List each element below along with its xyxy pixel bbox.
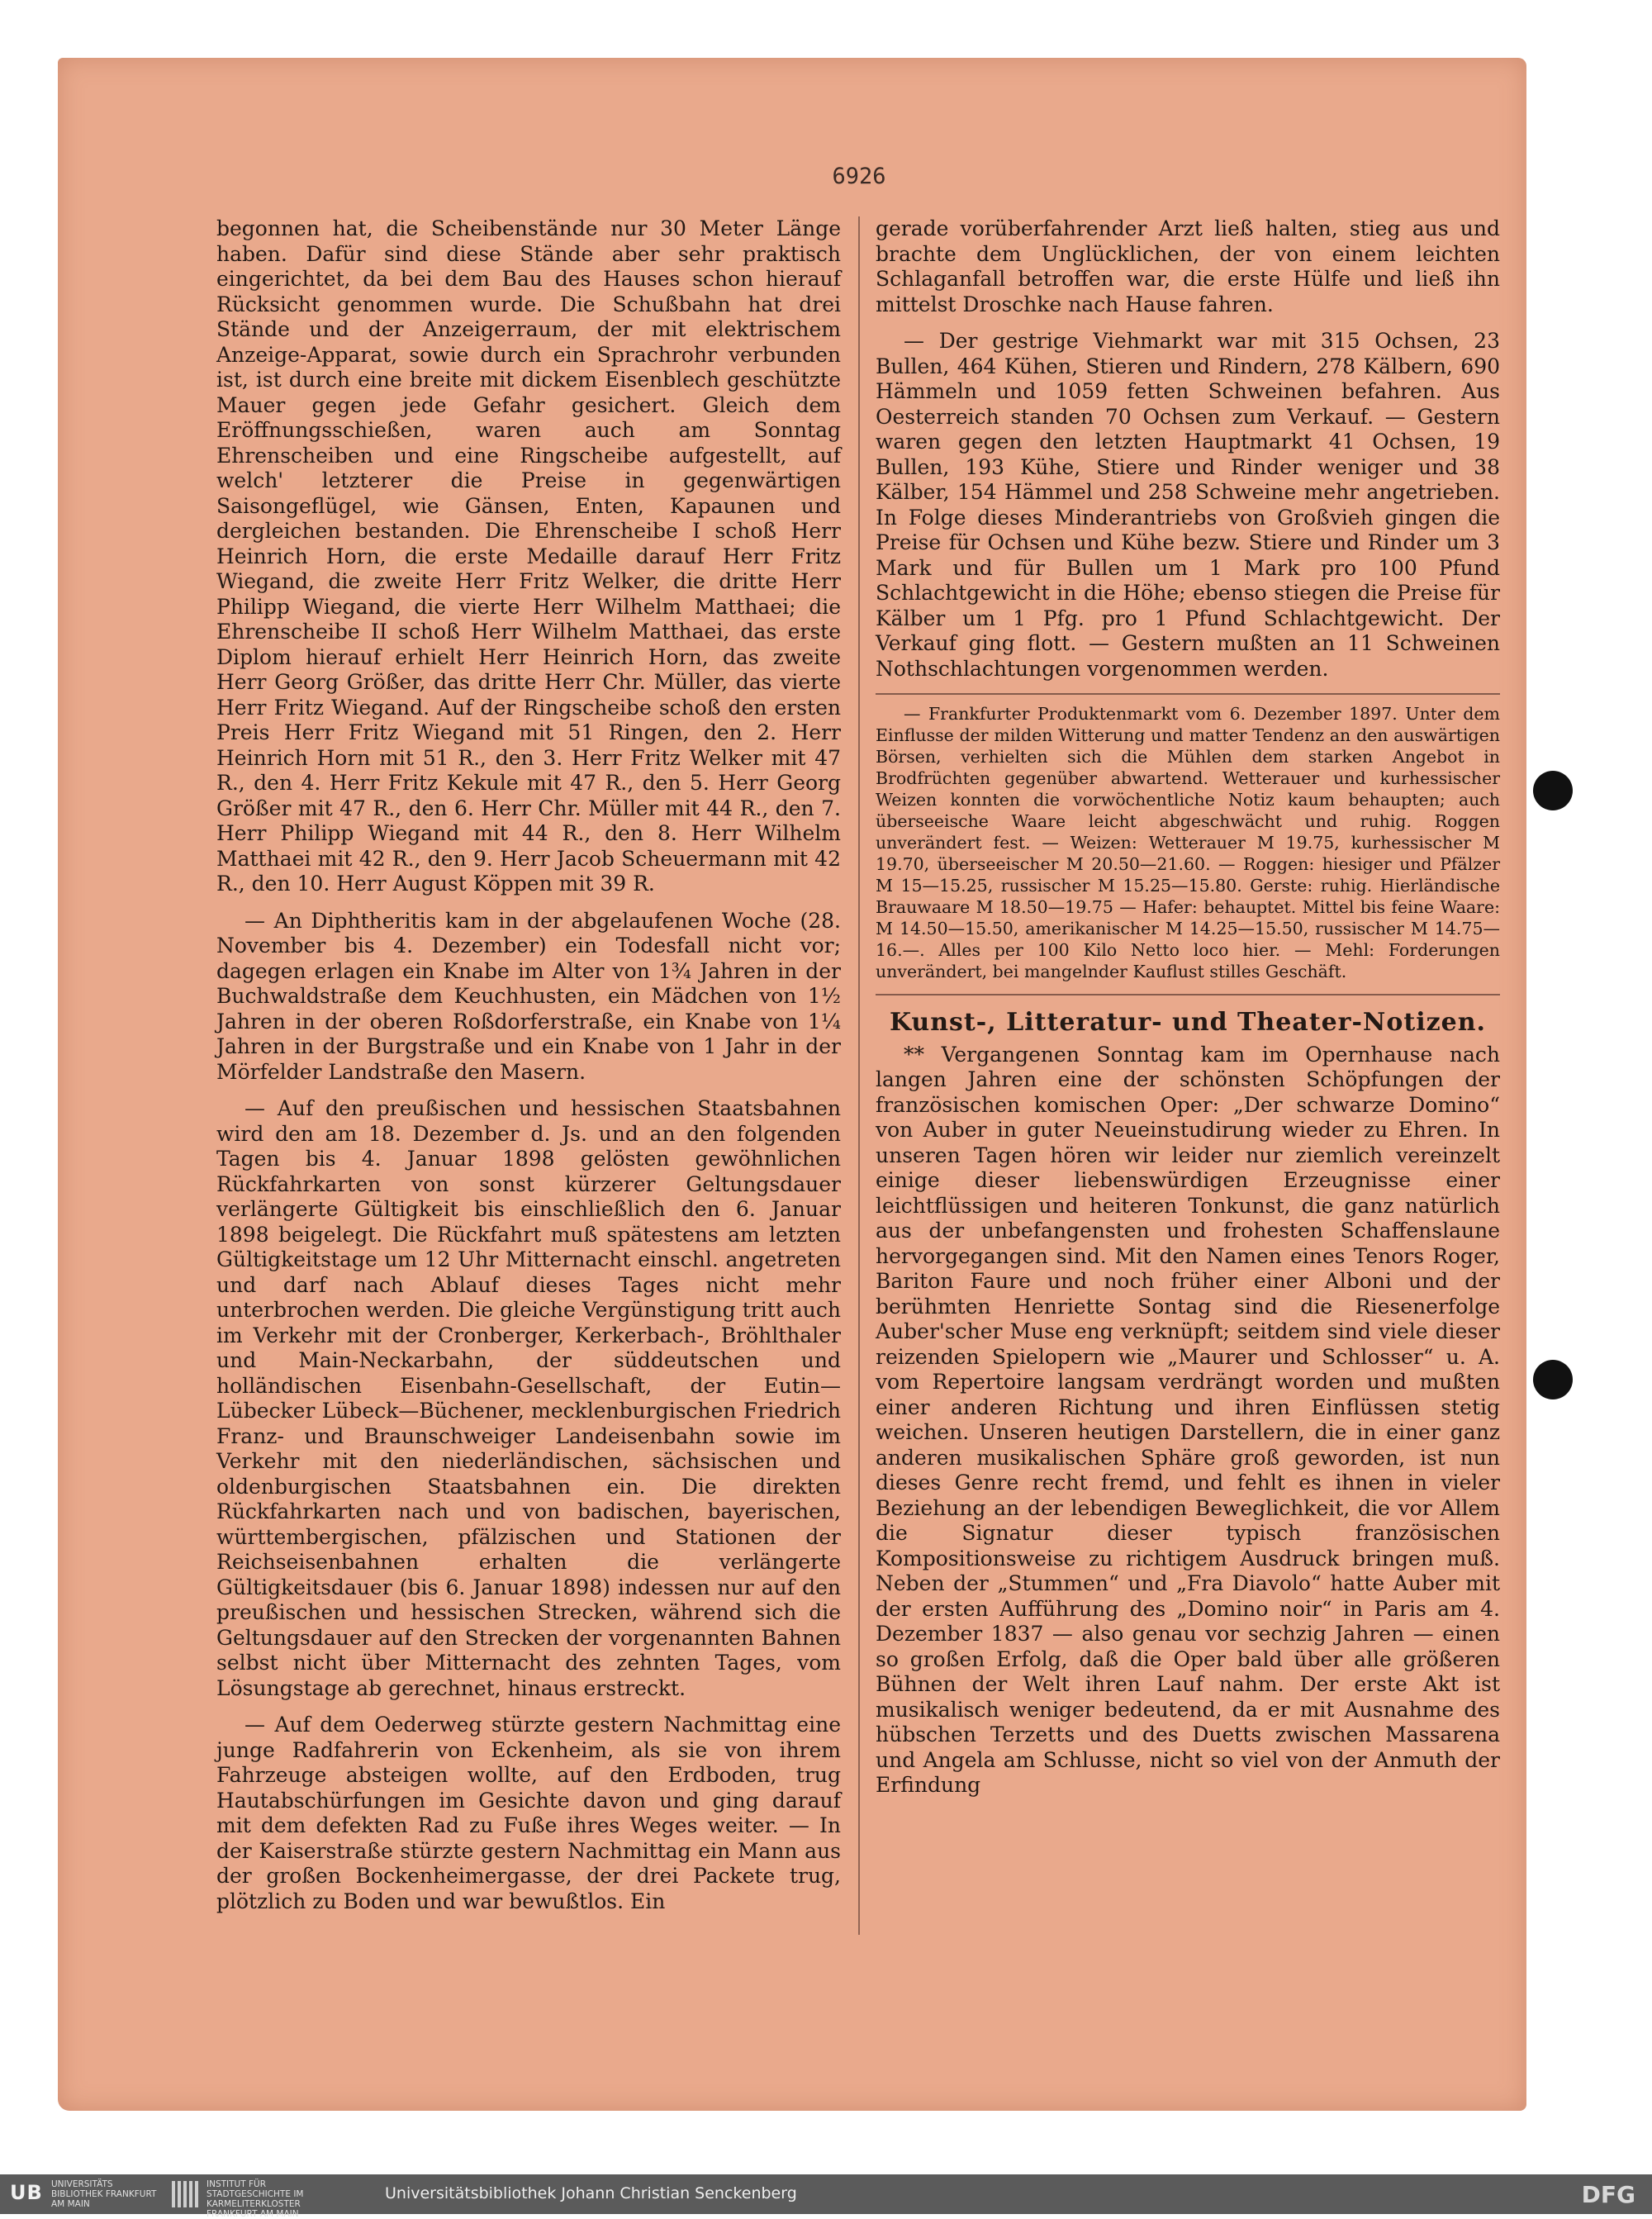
- ub-logo: UB: [10, 2181, 43, 2204]
- section-rule: [876, 693, 1500, 695]
- library-credit: Universitätsbibliothek Johann Christian Senckenberg: [385, 2184, 797, 2202]
- article-shooting-club: begonnen hat, die Scheibenstände nur 30 Meter Länge haben. Dafür sind diese Stände aber sehr praktisch eingerichtet, da bei dem Bau des Hauses schon hierauf Rücksicht genommen wurde. Die Schußbahn hat drei Stände und der Anzeigerraum, der mit elektrischem Anzeige-Apparat, sowie durch ein Sprachrohr verbunden ist, ist durch eine breite mit dickem Eisenblech geschützte Mauer gegen jede Gefahr gesichert. Gleich dem Eröffnungsschießen, waren auch am Sonntag Ehrenscheiben und eine Ringscheibe aufgestellt, auf welch' letzterer die Preise in gegenwärtigen Saisongeflügel, wie Gänsen, Enten, Kapaunen und dergleichen bestanden. Die Ehrenscheibe I schoß Herr Heinrich Horn, die erste Medaille darauf Herr Fritz Wiegand, die zweite Herr Fritz Welker, die dritte Herr Philipp Wiegand, die vierte Herr Wilhelm Matthaei; die Ehrenscheibe II schoß Herr Wilhelm Matthaei, das erste Diplom hierauf erhielt Herr Heinrich Horn, das zweite Herr Georg Größer, das dritte Herr Chr. Müller, das vierte Herr Fritz Wiegand. Auf der Ringscheibe schoß den ersten Preis Herr Fritz Wiegand mit 51 Ringen, den 2. Herr Heinrich Horn mit 51 R., den 3. Herr Fritz Welker mit 47 R., den 4. Herr Fritz Kekule mit 47 R., den 5. Herr Georg Größer mit 47 R., den 6. Herr Chr. Müller mit 44 R., den 7. Herr Philipp Wiegand mit 44 R., den 8. Herr Wilhelm Matthaei mit 42 R., den 9. Herr Jacob Scheuermann mit 42 R., den 10. Herr August Köppen mit 39 R.: [216, 216, 841, 896]
- article-railway-tickets: — Auf den preußischen und hessischen Staatsbahnen wird den am 18. Dezember d. Js. und an den folgenden Tagen bis 4. Januar 1898 gelösten gewöhnlichen Rückfahrkarten von sonst kürzerer Geltungsdauer verlängerte Gültigkeit bis einschließlich den 6. Januar 1898 beigelegt. Die Rückfahrt muß spätestens am letzten Gültigkeitstage um 12 Uhr Mitternacht einschl. angetreten und darf nach Ablauf dieses Tages nicht mehr unterbrochen werden. Die gleiche Vergünstigung tritt auch im Verkehr mit der Cronberger, Kerkerbach-, Bröhlthaler und Main-Neckarbahn, der süddeutschen und holländischen Eisenbahn-Gesellschaft, der Eutin—Lübecker Lübeck—Büchener, mecklenburgischen Friedrich Franz- und Braunschweiger Landeisenbahn sowie im Verkehr mit den niederländischen, sächsischen und oldenburgischen Staatsbahnen ein. Die direkten Rückfahrkarten nach und von badischen, bayerischen, württembergischen, pfälzischen und Stationen der Reichseisenbahnen erhalten die verlängerte Gültigkeitsdauer (bis 6. Januar 1898) indessen nur auf den preußischen und hessischen Strecken, während sich die Geltungsdauer auf den Strecken der vorgenannten Bahnen selbst nicht über Mitternacht des zehnten Tages, vom Lösungstage ab gerechnet, hinaus erstreckt.: [216, 1096, 841, 1700]
- institute-logo-icon: [172, 2181, 200, 2207]
- article-cattle-market: — Der gestrige Viehmarkt war mit 315 Ochsen, 23 Bullen, 464 Kühen, Stieren und Rindern, 278 Kälbern, 690 Hämmeln und 1059 fetten Schweinen befahren. Aus Oesterreich standen 70 Ochsen zum Verkauf. — Gestern waren gegen den letzten Hauptmarkt 41 Ochsen, 19 Bullen, 193 Kühe, Stiere und Rinder weniger und 38 Kälber, 154 Hämmel und 258 Schweine mehr angetrieben. In Folge dieses Minderantriebs von Großvieh gingen die Preise für Ochsen und Kühe bezw. Stiere und Rinder um 3 Mark und für Bullen um 1 Mark pro 100 Pfund Schlachtgewicht in die Höhe; ebenso stiegen die Preise für Kälber um 1 Pfg. pro 1 Pfund Schlachtgewicht. Der Verkauf ging flott. — Gestern mußten an 11 Schweinen Nothschlachtungen vorgenommen werden.: [876, 329, 1500, 681]
- page-number: 6926: [832, 164, 886, 189]
- punch-hole: [1533, 1360, 1573, 1399]
- right-column: [876, 216, 1500, 1810]
- left-column: [216, 216, 841, 1926]
- article-produce-market: — Frankfurter Produktenmarkt vom 6. Dezember 1897. Unter dem Einflusse der milden Witterung und matter Tendenz an den auswärtigen Börsen, verhielten sich die Mühlen dem starken Angebot in Brodfrüchten gegenüber abwartend. Wetterauer und kurhessischer Weizen konnten die vorwöchentliche Notiz kaum behaupten; auch überseeische Waare leicht abgeschwächt und ruhig. Roggen unverändert fest. — Weizen: Wetterauer M 19.75, kurhessischer M 19.70, überseeischer M 20.50—21.60. — Roggen: hiesiger und Pfälzer M 15—15.25, russischer M 15.25—15.80. Gerste: ruhig. Hierländische Brauwaare M 18.50—19.75 — Hafer: behauptet. Mittel bis feine Waare: M 14.50—15.50, amerikanischer M 14.25—15.50, russischer M 14.75—16.—. Alles per 100 Kilo Netto loco hier. — Mehl: Forderungen unverändert, bei mangelnder Kauflust stilles Geschäft.: [876, 704, 1500, 981]
- article-opera-review: ** Vergangenen Sonntag kam im Opernhause nach langen Jahren eine der schönsten Schöpfungen der französischen komischen Oper: „Der schwarze Domino“ von Auber in guter Neueinstudirung wieder zu Ehren. In unseren Tagen hören wir leider nur ziemlich vereinzelt einige dieser liebenswürdigen Erzeugnisse einer leichtflüssigen und heiteren Tonkunst, die ganz natürlich aus der unbefangensten und frohesten Schaffenslaune hervorgegangen sind. Mit den Namen eines Tenors Roger, Bariton Faure und noch früher einer Alboni und der berühmten Henriette Sontag sind die Riesenerfolge Auber'scher Muse eng verknüpft; seitdem sind viele dieser reizenden Spielopern wie „Maurer und Schlosser“ u. A. vom Repertoire langsam verdrängt worden und mußten einer anderen Richtung und ihren Einflüssen stetig weichen. Unseren heutigen Darstellern, die in einer ganz anderen musikalischen Sphäre groß geworden, ist nun dieses Genre recht fremd, und fehlt es ihnen in vieler Beziehung an der lebendigen Beweglichkeit, die vor Allem die Signatur dieser typisch französischen Kompositionsweise zu richtigem Ausdruck bringen muß. Neben der „Stummen“ und „Fra Diavolo“ hatte Auber mit der ersten Aufführung des „Domino noir“ in Paris am 4. Dezember 1837 — also genau vor sechzig Jahren — einen so großen Erfolg, daß die Oper bald über alle größeren Bühnen der Welt ihren Lauf nahm. Der erste Akt ist musikalisch weniger bedeutend, da er mit Ausnahme des hübschen Terzetts und des Duetts zwischen Massarena und Angela am Schlusse, nicht so viel von der Anmuth der Erfindung: [876, 1042, 1500, 1797]
- institute-logo-text: INSTITUT FÜR STADTGESCHICHTE IM KARMELITERKLOSTER FRANKFURT AM MAIN: [206, 2179, 304, 2219]
- column-divider: [858, 216, 860, 1935]
- article-accidents: — Auf dem Oederweg stürzte gestern Nachmittag eine junge Radfahrerin von Eckenheim, als sie von ihrem Fahrzeuge absteigen wollte, auf den Erdboden, trug Hautabschürfungen im Gesichte davon und ging darauf mit dem defekten Rad zu Fuße ihres Weges weiter. — In der Kaiserstraße stürzte gestern Nachmittag ein Mann aus der großen Bockenheimergasse, der drei Packete trug, plötzlich zu Boden und war bewußtlos. Ein: [216, 1713, 841, 1913]
- article-accidents-continued: gerade vorüberfahrender Arzt ließ halten, stieg aus und brachte dem Unglücklichen, der von einem leichten Schlaganfall betroffen war, die erste Hülfe und ließ ihn mittelst Droschke nach Hause fahren.: [876, 216, 1500, 316]
- article-diphtheria: — An Diphtheritis kam in der abgelaufenen Woche (28. November bis 4. Dezember) ein Todesfall nicht vor; dagegen erlagen ein Knabe im Alter von 1¾ Jahren in der Buchwaldstraße dem Keuchhusten, ein Mädchen von 1½ Jahren in der oberen Roßdorferstraße, ein Knabe von 1¼ Jahren in der Burgstraße und ein Knabe von 1 Jahr in der Mörfelder Landstraße den Masern.: [216, 908, 841, 1084]
- section-rule: [876, 994, 1500, 995]
- section-heading-arts: Kunst-, Litteratur- und Theater-Notizen.: [889, 1008, 1486, 1037]
- dfg-logo: DFG: [1581, 2181, 1635, 2208]
- ub-logo-text: UNIVERSITÄTS BIBLIOTHEK FRANKFURT AM MAIN: [51, 2179, 157, 2209]
- footer-bar: [0, 2174, 1652, 2219]
- punch-hole: [1533, 771, 1573, 810]
